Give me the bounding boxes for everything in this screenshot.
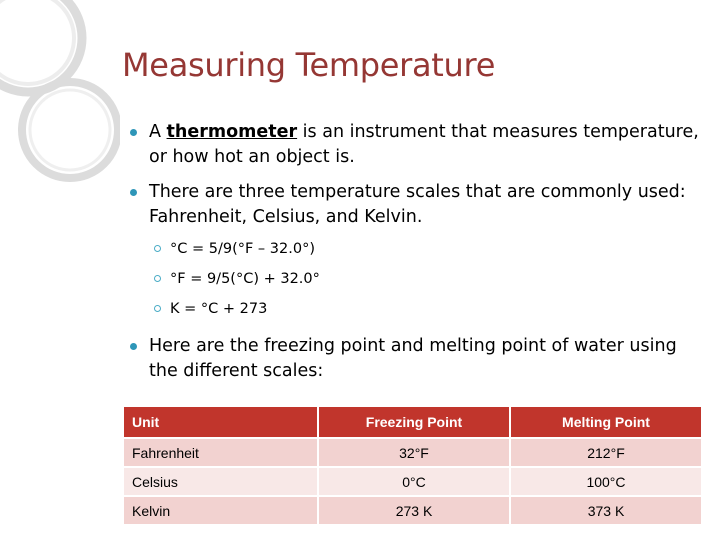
- bullet-suffix: is an instrument that measures temperature, or how hot an object is.: [149, 122, 699, 167]
- bullet-dot-icon: [130, 343, 137, 350]
- table-row: [124, 467, 701, 496]
- header-freezing-point: Freezing Point: [318, 407, 510, 438]
- header-melting-point: Melting Point: [510, 407, 701, 438]
- bullet-list: [130, 120, 700, 394]
- table-row: [124, 438, 701, 467]
- bullet-scales: [130, 180, 700, 230]
- cell-melting: 212°F: [510, 438, 701, 467]
- term-thermometer: thermometer: [166, 122, 298, 142]
- cell-unit: Celsius: [124, 467, 318, 496]
- cell-melting: 100°C: [510, 467, 701, 496]
- formula-text: °C = 5/9(°F – 32.0°): [170, 241, 315, 257]
- formula-item: [130, 234, 700, 264]
- temperature-table: [124, 407, 701, 526]
- table-header-row: [124, 407, 701, 438]
- bullet-thermometer: [130, 120, 700, 170]
- formula-text: °F = 9/5(°C) + 32.0°: [170, 271, 320, 287]
- cell-unit: Kelvin: [124, 496, 318, 525]
- cell-unit: Fahrenheit: [124, 438, 318, 467]
- decorative-rings: [0, 0, 120, 200]
- bullet-dot-icon: [130, 129, 137, 136]
- bullet-dot-icon: [130, 189, 137, 196]
- slide-title: Measuring Temperature: [122, 46, 496, 84]
- bullet-water: [130, 334, 700, 384]
- cell-melting: 373 K: [510, 496, 701, 525]
- table-row: [124, 496, 701, 525]
- formula-item: [130, 294, 700, 324]
- formula-group: [130, 234, 700, 324]
- formula-list: [130, 234, 700, 324]
- formula-text: K = °C + 273: [170, 301, 268, 317]
- cell-freezing: 32°F: [318, 438, 510, 467]
- sub-bullet-ring-icon: [154, 305, 161, 312]
- bullet-scales-text: There are three temperature scales that are commonly used: Fahrenheit, Celsius, and Kelvin.: [149, 182, 686, 227]
- bullet-water-text: Here are the freezing point and melting point of water using the different scales:: [149, 336, 677, 381]
- cell-freezing: 273 K: [318, 496, 510, 525]
- sub-bullet-ring-icon: [154, 275, 161, 282]
- bullet-prefix: A: [149, 122, 167, 142]
- sub-bullet-ring-icon: [154, 245, 161, 252]
- formula-item: [130, 264, 700, 294]
- header-unit: Unit: [124, 407, 318, 438]
- cell-freezing: 0°C: [318, 467, 510, 496]
